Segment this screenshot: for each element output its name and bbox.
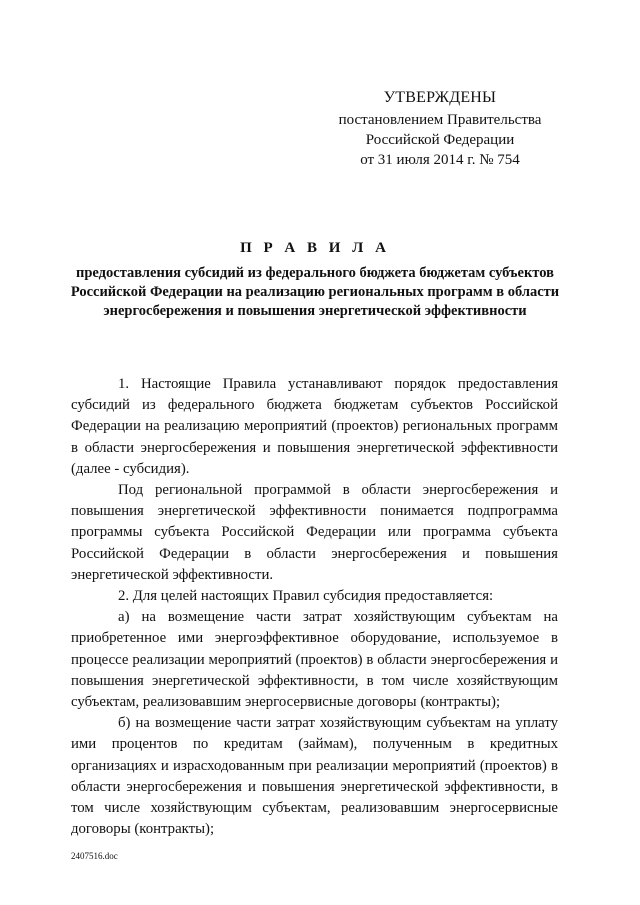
document-body	[71, 374, 558, 840]
paragraph-3: 2. Для целей настоящих Правил субсидия предоставляется:	[118, 588, 494, 605]
approval-block	[330, 88, 550, 170]
paragraph-5: б) на возмещение части затрат хозяйствующим субъектам на уплату ими процентов по кредитам (займам), полученным в кредитных организациях и израсходованным при реализации мероприятий (проектов) в области энергосбережения и повышения энергетической эффективности, в том числе хозяйствующим субъектам, реализовавшим энергосервисные договоры (контракты);	[71, 715, 558, 838]
approval-title: УТВЕРЖДЕНЫ	[383, 89, 497, 106]
paragraph-4: а) на возмещение части затрат хозяйствующим субъектам на приобретенное ими энергоэффективное оборудование, используемое в процессе реализации мероприятий (проектов) в области энергосбережения и повышения энергетической эффективности, в том числе хозяйствующим субъектам, реализовавшим энергосервисные договоры (контракты);	[71, 609, 558, 711]
paragraph-2: Под региональной программой в области энергосбережения и повышения энергетической эффективности понимается подпрограмма программы субъекта Российской Федерации или программа субъекта Российской Федерации в области энергосбережения и повышения энергетической эффективности.	[71, 482, 558, 583]
document-title: П Р А В И Л А	[240, 240, 390, 256]
approval-line-date-number: от 31 июля 2014 г. № 754	[360, 152, 520, 168]
paragraph-1: 1. Настоящие Правила устанавливают порядок предоставления субсидий из федерального бюджета бюджетам субъектов Российской Федерации на реализацию мероприятий (проектов) региональных программ в области энергосбережения и повышения энергетической эффективности (далее - субсидия).	[71, 376, 558, 477]
footer-file-name: 2407516.doc	[71, 851, 118, 861]
approval-line-government: Российской Федерации	[365, 132, 515, 148]
document-subtitle: предоставления субсидий из федерального бюджета бюджетам субъектов Российской Федерации на реализацию региональных программ в области энергосбережения и повышения энергетической эффективности	[70, 265, 560, 319]
approval-line-decree: постановлением Правительства	[338, 112, 542, 128]
